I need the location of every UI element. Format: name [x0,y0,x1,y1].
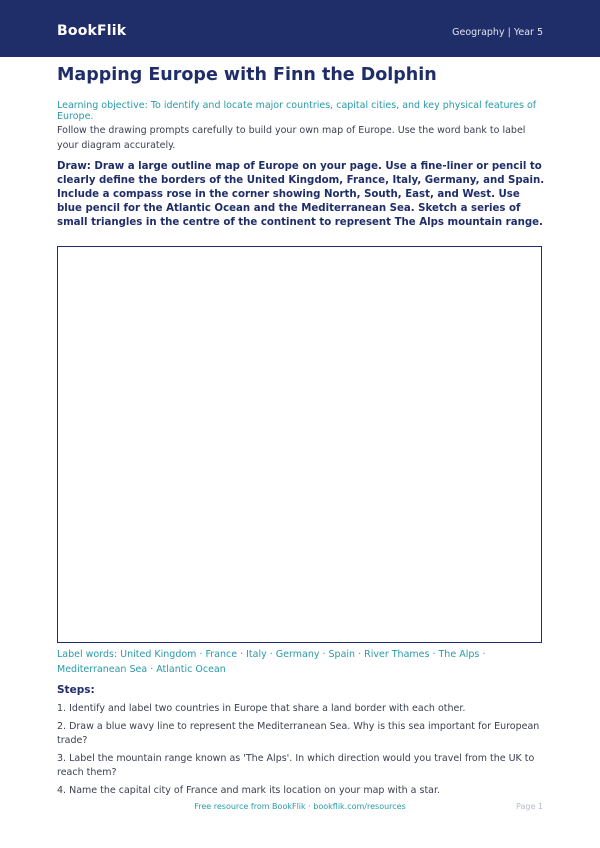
steps-list [57,702,547,802]
subject-label: Geography | Year 5 [452,27,543,38]
page-number: Page 1 [516,802,543,811]
drawing-area[interactable] [57,246,542,643]
word-bank: Label words: United Kingdom · France · Italy · Germany · Spain · River Thames · The Alps · Mediterranean Sea · Atlantic Ocean [57,649,486,675]
brand-logo[interactable]: BookFlik [57,23,127,39]
drawing-prompt: Draw: Draw a large outline map of Europe on your page. Use a fine-liner or pencil to clearly define the borders of the United Kingdom, France, Italy, Germany, and Spain. Include a compass rose in the corner showing North, South, East, and West. Use blue pencil for the Atlantic Ocean and the Mediterranean Sea. Sketch a series of small triangles in the centre of the continent to represent The Alps mountain range. [57,161,545,228]
step-item: 4. Name the capital city of France and mark its location on your map with a star. [57,785,441,796]
step-item: 3. Label the mountain range known as 'The Alps'. In which direction would you travel from the UK to reach them? [57,753,535,778]
step-item: 1. Identify and label two countries in Europe that share a land border with each other. [57,703,466,714]
steps-heading: Steps: [57,684,95,696]
learning-objective: Learning objective: To identify and locate major countries, capital cities, and key physical features of Europe. [57,100,537,122]
page-title: Mapping Europe with Finn the Dolphin [57,65,437,85]
step-item: 2. Draw a blue wavy line to represent the Mediterranean Sea. Why is this sea important for European trade? [57,721,540,746]
intro-text: Follow the drawing prompts carefully to build your own map of Europe. Use the word bank to label your diagram accurately. [57,125,526,151]
header-bar [0,0,600,57]
footer-link[interactable]: Free resource from BookFlik · bookflik.com/resources [194,802,406,811]
